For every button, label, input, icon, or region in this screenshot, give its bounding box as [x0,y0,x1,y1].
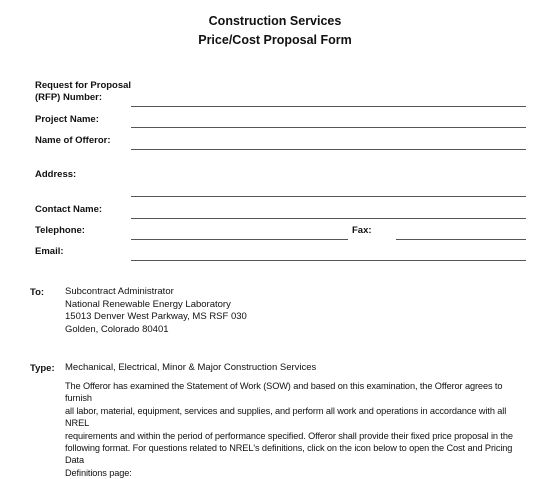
offeror-label: Name of Offeror: [35,135,111,146]
telephone-label: Telephone: [35,225,85,236]
contact-name-label: Contact Name: [35,204,103,215]
paragraph-line-3: requirements and within the period of performance specified. Offeror shall provide their fixed price proposal in the [65,430,513,441]
to-label: To: [30,287,45,298]
form-title: Construction Services [208,14,342,28]
type-description [65,380,530,479]
type-value: Mechanical, Electrical, Minor & Major Construction Services [65,362,317,373]
project-name-field[interactable] [131,127,526,128]
paragraph-line-5: Definitions page: [65,467,132,478]
fax-label: Fax: [352,225,372,236]
offeror-name-field[interactable] [131,149,526,150]
fax-field[interactable] [396,239,526,240]
rfp-label-line1: Request for Proposal [35,80,132,91]
paragraph-line-2: all labor, material, equipment, services and supplies, and perform all work and operations in accordance with all NREL [65,405,507,429]
rfp-label [35,80,131,104]
email-field[interactable] [131,260,526,261]
contact-name-field[interactable] [131,218,526,219]
project-name-label: Project Name: [35,114,99,125]
rfp-number-field[interactable] [131,106,526,107]
telephone-field[interactable] [131,239,348,240]
to-line-4: Golden, Colorado 80401 [65,323,169,335]
to-line-1: Subcontract Administrator [65,286,174,297]
paragraph-line-1: The Offeror has examined the Statement of Work (SOW) and based on this examination, the Offeror agrees to furnish [65,381,503,404]
address-field[interactable] [131,196,526,197]
to-line-2: National Renewable Energy Laboratory [65,298,231,310]
type-label: Type: [30,363,55,374]
paragraph-line-4: following format. For questions related to NREL's definitions, click on the icon below to open the Cost and Pricing Data [65,443,513,466]
to-address-block [65,286,247,336]
address-label: Address: [35,169,77,180]
to-line-3: 15013 Denver West Parkway, MS RSF 030 [65,311,247,322]
form-subtitle: Price/Cost Proposal Form [198,33,352,47]
rfp-label-line2: (RFP) Number: [35,92,103,103]
email-label: Email: [35,246,64,257]
